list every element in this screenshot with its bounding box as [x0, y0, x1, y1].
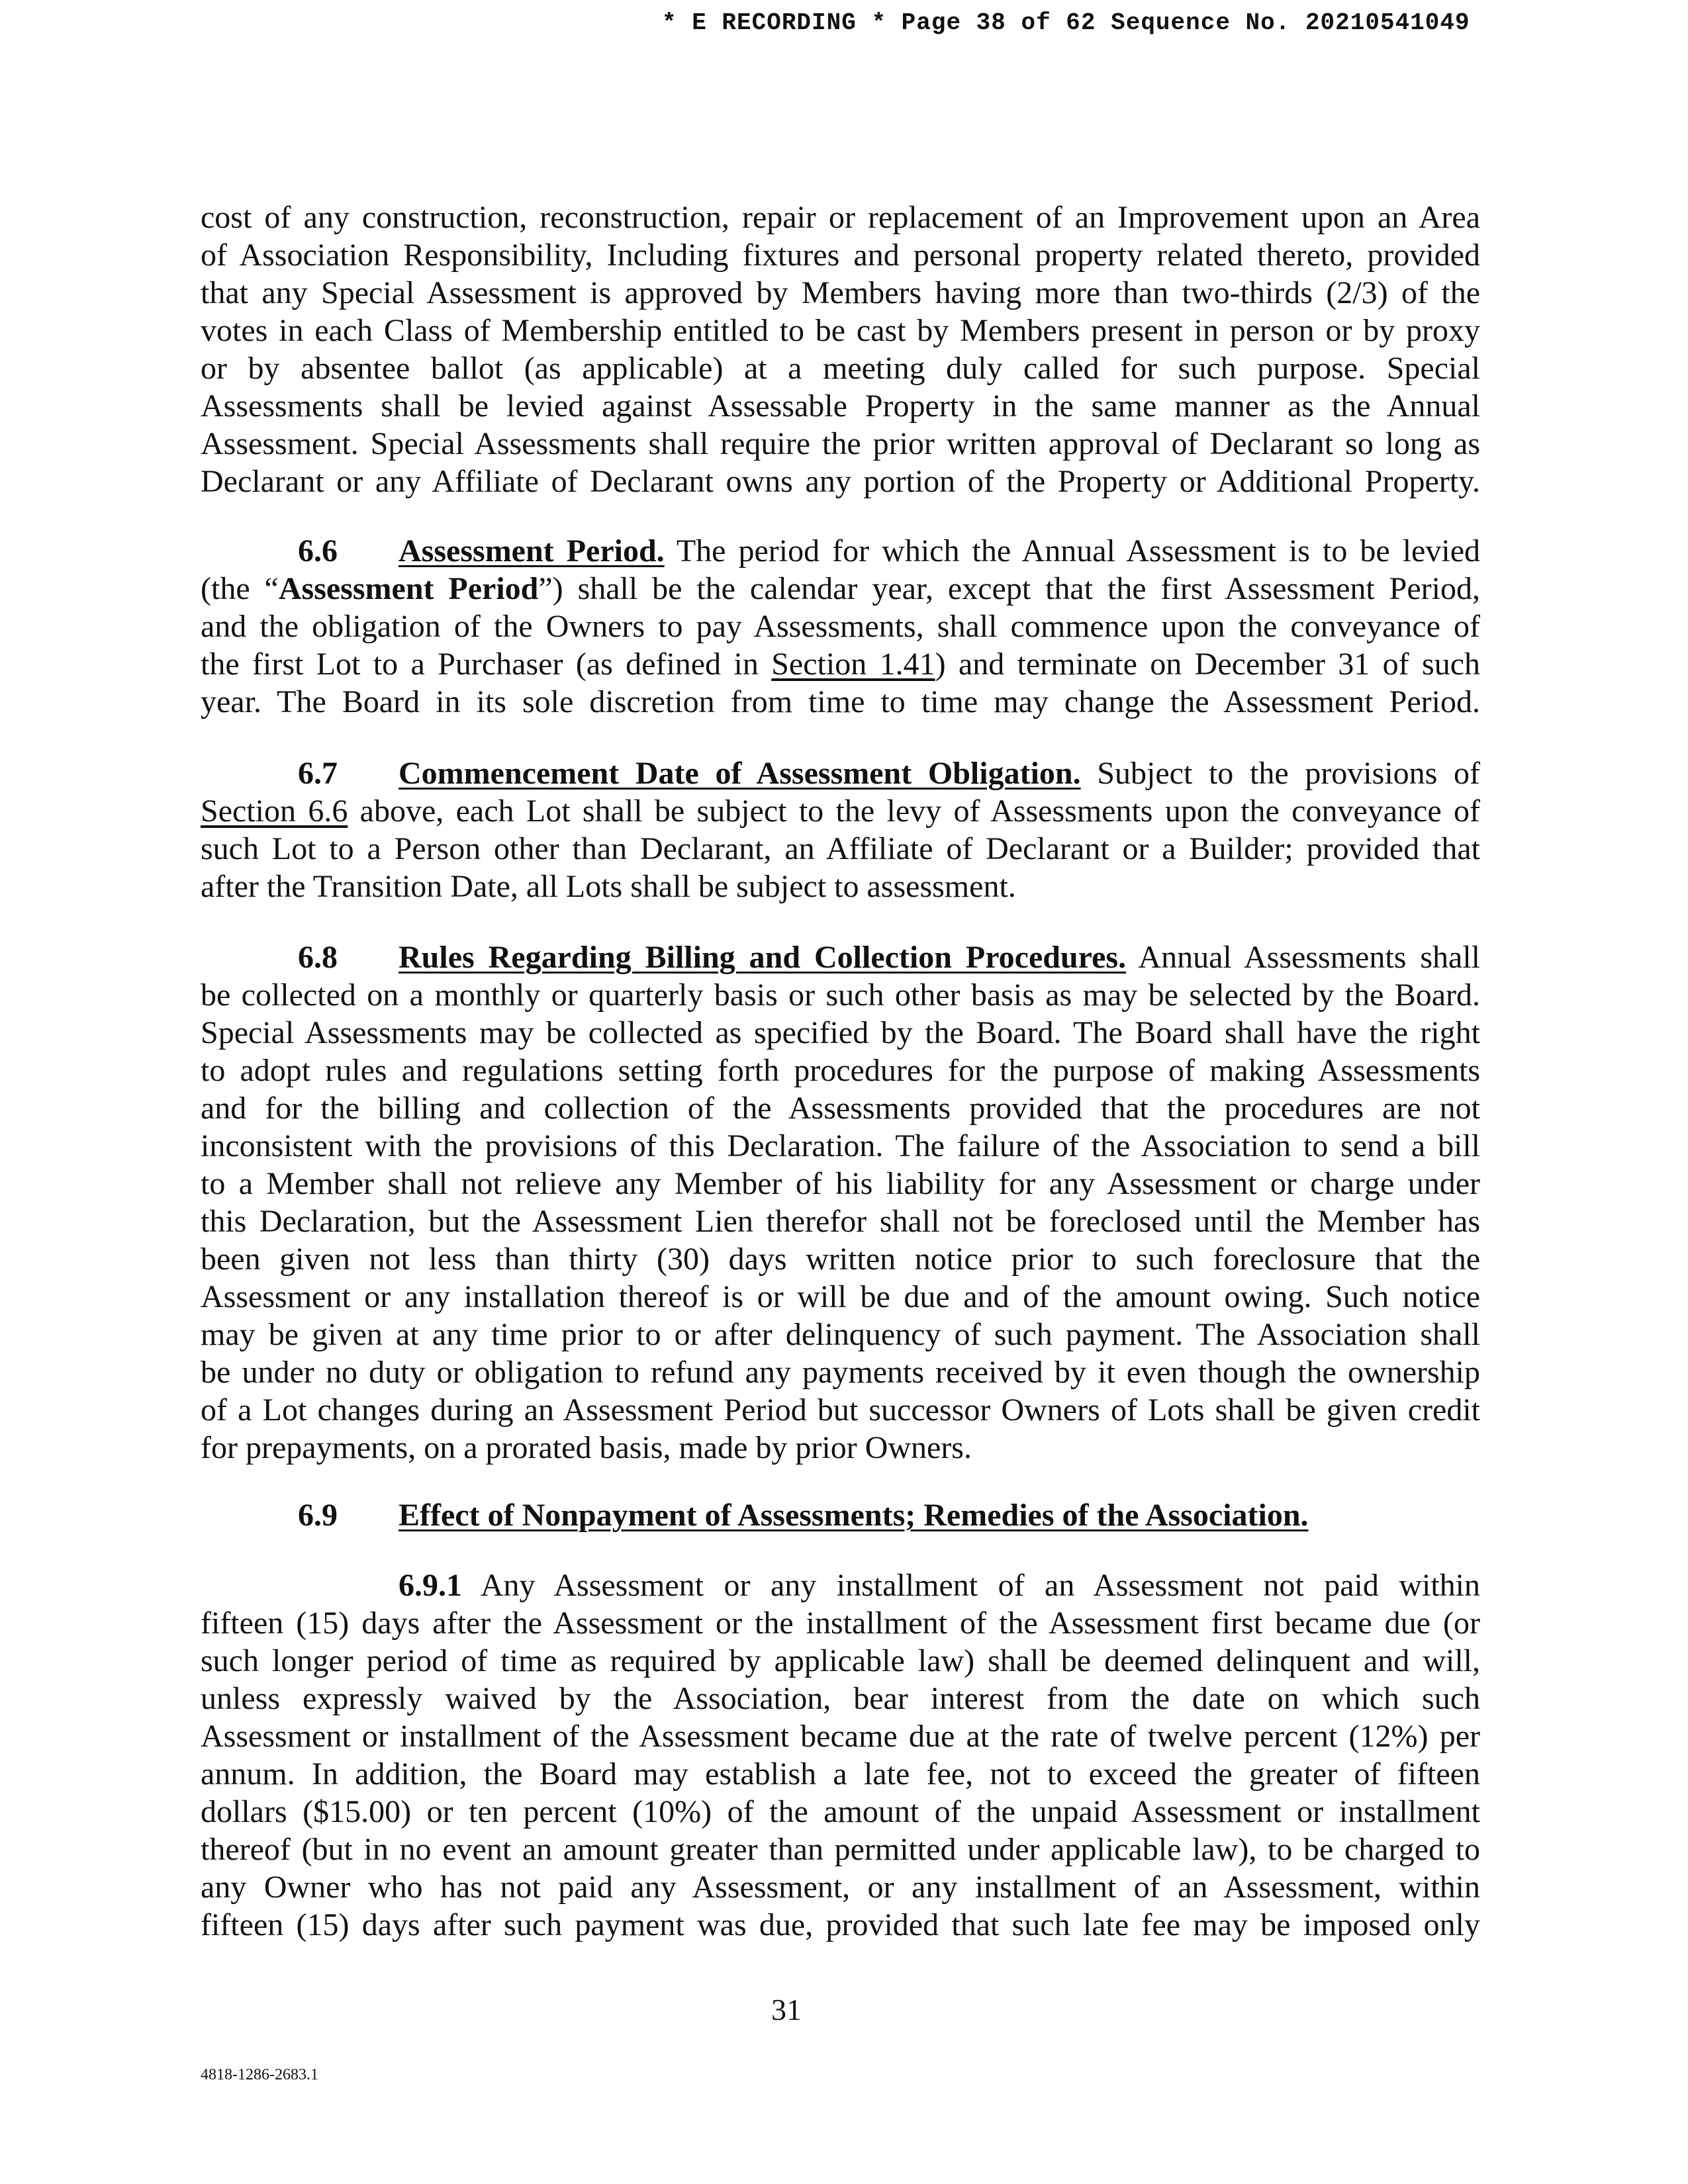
text-line	[201, 1755, 1480, 1793]
text-line	[201, 1353, 1480, 1391]
text-line	[201, 570, 1480, 608]
text-line	[201, 1052, 1480, 1089]
section-reference: Section 1.41	[771, 647, 935, 682]
text-line	[201, 463, 1480, 500]
text-segment: any Owner who has not paid any Assessment, or any installment of an Assessment, within	[201, 1870, 1480, 1905]
section-reference: Section 6.6	[201, 794, 348, 829]
text-segment: Assessment or any installation thereof is or will be due and of the amount owing. Such notice	[201, 1279, 1480, 1314]
text-line	[201, 1831, 1480, 1868]
text-line	[201, 199, 1480, 236]
text-segment: annum. In addition, the Board may establish a late fee, not to exceed the greater of fifteen	[201, 1756, 1480, 1792]
recording-stamp: * E RECORDING * Page 38 of 62 Sequence No. 20210541049	[662, 9, 1470, 36]
section-number: 6.9	[298, 1498, 338, 1533]
text-line	[201, 645, 1480, 683]
text-line	[201, 1793, 1480, 1831]
text-line	[201, 1680, 1480, 1717]
text-line	[201, 425, 1480, 463]
section-6-7	[201, 754, 1480, 905]
text-line	[201, 1014, 1480, 1052]
text-segment: of a Lot changes during an Assessment Period but successor Owners of Lots shall be given credit	[201, 1392, 1480, 1428]
text-line	[201, 532, 1480, 570]
text-segment: Subject to the provisions of	[1080, 756, 1481, 791]
section-6-6	[201, 532, 1480, 721]
section-heading: Commencement Date of Assessment Obligation.	[399, 756, 1081, 791]
text-segment: ) and terminate on December 31 of such	[935, 647, 1481, 682]
text-line	[201, 1089, 1480, 1127]
text-segment: dollars ($15.00) or ten percent (10%) of the amount of the unpaid Assessment or installment	[201, 1794, 1480, 1829]
text-line	[201, 683, 1480, 721]
text-segment: Annual Assessments shall	[1126, 940, 1480, 975]
text-segment: Any Assessment or any installment of an Assessment not paid within	[462, 1568, 1480, 1603]
text-segment: or by absentee ballot (as applicable) at a meeting duly called for such purpose. Special	[201, 351, 1480, 386]
text-segment: fifteen (15) days after such payment was due, provided that such late fee may be imposed only	[201, 1907, 1480, 1942]
section-heading: Assessment Period.	[399, 533, 665, 569]
text-segment: Assessment. Special Assessments shall require the prior written approval of Declarant so long as	[201, 426, 1480, 461]
text-segment: The period for which the Annual Assessment is to be levied	[664, 533, 1480, 569]
section-6-9	[201, 1496, 1480, 1534]
text-line	[201, 1717, 1480, 1755]
text-segment: to a Member shall not relieve any Member of his liability for any Assessment or charge under	[201, 1166, 1480, 1201]
text-segment: that any Special Assessment is approved by Members having more than two-thirds (2/3) of the	[201, 275, 1480, 310]
text-segment: and for the billing and collection of the Assessments provided that the procedures are not	[201, 1091, 1480, 1126]
text-line	[201, 938, 1480, 976]
text-segment: the first Lot to a Purchaser (as defined in	[201, 647, 772, 682]
text-segment: Assessments shall be levied against Assessable Property in the same manner as the Annual	[201, 388, 1480, 424]
section-number: 6.8	[298, 940, 338, 975]
text-line	[201, 1127, 1480, 1165]
text-segment: such Lot to a Person other than Declarant, an Affiliate of Declarant or a Builder; provided that	[201, 831, 1480, 866]
text-segment: unless expressly waived by the Association, bear interest from the date on which such	[201, 1681, 1480, 1716]
text-segment: Assessment or installment of the Assessment became due at the rate of twelve percent (12%) per	[201, 1719, 1480, 1754]
text-line	[201, 1496, 1480, 1534]
text-line	[201, 387, 1480, 425]
text-line	[201, 1165, 1480, 1203]
text-segment: be collected on a monthly or quarterly basis or such other basis as may be selected by the Board.	[201, 978, 1480, 1013]
text-line	[201, 1906, 1480, 1944]
text-line	[201, 608, 1480, 645]
text-line	[201, 792, 1480, 830]
text-segment: be under no duty or obligation to refund any payments received by it even though the ownership	[201, 1355, 1480, 1390]
text-segment: fifteen (15) days after the Assessment or the installment of the Assessment first became due (or	[201, 1606, 1480, 1641]
p-continuation	[201, 199, 1480, 500]
text-segment: may be given at any time prior to or after delinquency of such payment. The Association shall	[201, 1317, 1480, 1352]
section-6-8	[201, 938, 1480, 1467]
text-line	[201, 1316, 1480, 1353]
text-line	[201, 1203, 1480, 1240]
text-line	[201, 1429, 1480, 1467]
text-segment: cost of any construction, reconstruction, repair or replacement of an Improvement upon an Area	[201, 200, 1480, 235]
defined-term: Assessment Period	[278, 571, 539, 606]
text-segment: above, each Lot shall be subject to the levy of Assessments upon the conveyance of	[348, 794, 1481, 829]
text-segment: this Declaration, but the Assessment Lien therefor shall not be foreclosed until the Member has	[201, 1204, 1480, 1239]
section-number: 6.9.1	[399, 1568, 462, 1603]
text-segment: thereof (but in no event an amount greater than permitted under applicable law), to be charged to	[201, 1832, 1480, 1867]
text-line	[201, 1391, 1480, 1429]
text-segment: votes in each Class of Membership entitled to be cast by Members present in person or by proxy	[201, 313, 1480, 348]
section-number: 6.7	[298, 756, 338, 791]
text-segment: to adopt rules and regulations setting forth procedures for the purpose of making Assessments	[201, 1053, 1480, 1088]
text-segment: such longer period of time as required by applicable law) shall be deemed delinquent and will,	[201, 1643, 1480, 1678]
text-line	[201, 236, 1480, 274]
text-segment: and the obligation of the Owners to pay Assessments, shall commence upon the conveyance of	[201, 609, 1480, 644]
text-line	[201, 1240, 1480, 1278]
text-line	[201, 754, 1480, 792]
text-line	[201, 1278, 1480, 1316]
text-segment: of Association Responsibility, Including fixtures and personal property related thereto, provided	[201, 238, 1480, 273]
text-segment: ”) shall be the calendar year, except that the first Assessment Period,	[538, 571, 1480, 606]
section-heading: Rules Regarding Billing and Collection Procedures.	[399, 940, 1127, 975]
text-line	[201, 312, 1480, 349]
section-heading: Effect of Nonpayment of Assessments; Remedies of the Association.	[399, 1498, 1309, 1533]
text-line	[201, 1642, 1480, 1680]
text-segment: been given not less than thirty (30) days written notice prior to such foreclosure that the	[201, 1242, 1480, 1277]
text-line	[201, 1567, 1480, 1604]
text-segment: for prepayments, on a prorated basis, made by prior Owners.	[201, 1430, 972, 1465]
text-line	[201, 274, 1480, 312]
text-line	[201, 868, 1480, 905]
section-number: 6.6	[298, 533, 338, 569]
text-segment: (the “	[201, 571, 279, 606]
text-segment: Declarant or any Affiliate of Declarant owns any portion of the Property or Additional Property.	[201, 464, 1480, 499]
page-number: 31	[771, 1993, 802, 2026]
text-segment: Special Assessments may be collected as specified by the Board. The Board shall have the right	[201, 1015, 1480, 1050]
text-line	[201, 1604, 1480, 1642]
section-6-9-1	[201, 1567, 1480, 1944]
text-segment: inconsistent with the provisions of this Declaration. The failure of the Association to send a bill	[201, 1128, 1480, 1163]
text-line	[201, 349, 1480, 387]
text-segment: after the Transition Date, all Lots shall be subject to assessment.	[201, 869, 1016, 904]
document-id: 4818-1286-2683.1	[201, 2066, 318, 2083]
text-line	[201, 1868, 1480, 1906]
text-line	[201, 976, 1480, 1014]
text-segment: year. The Board in its sole discretion from time to time may change the Assessment Period.	[201, 684, 1480, 719]
text-line	[201, 830, 1480, 868]
